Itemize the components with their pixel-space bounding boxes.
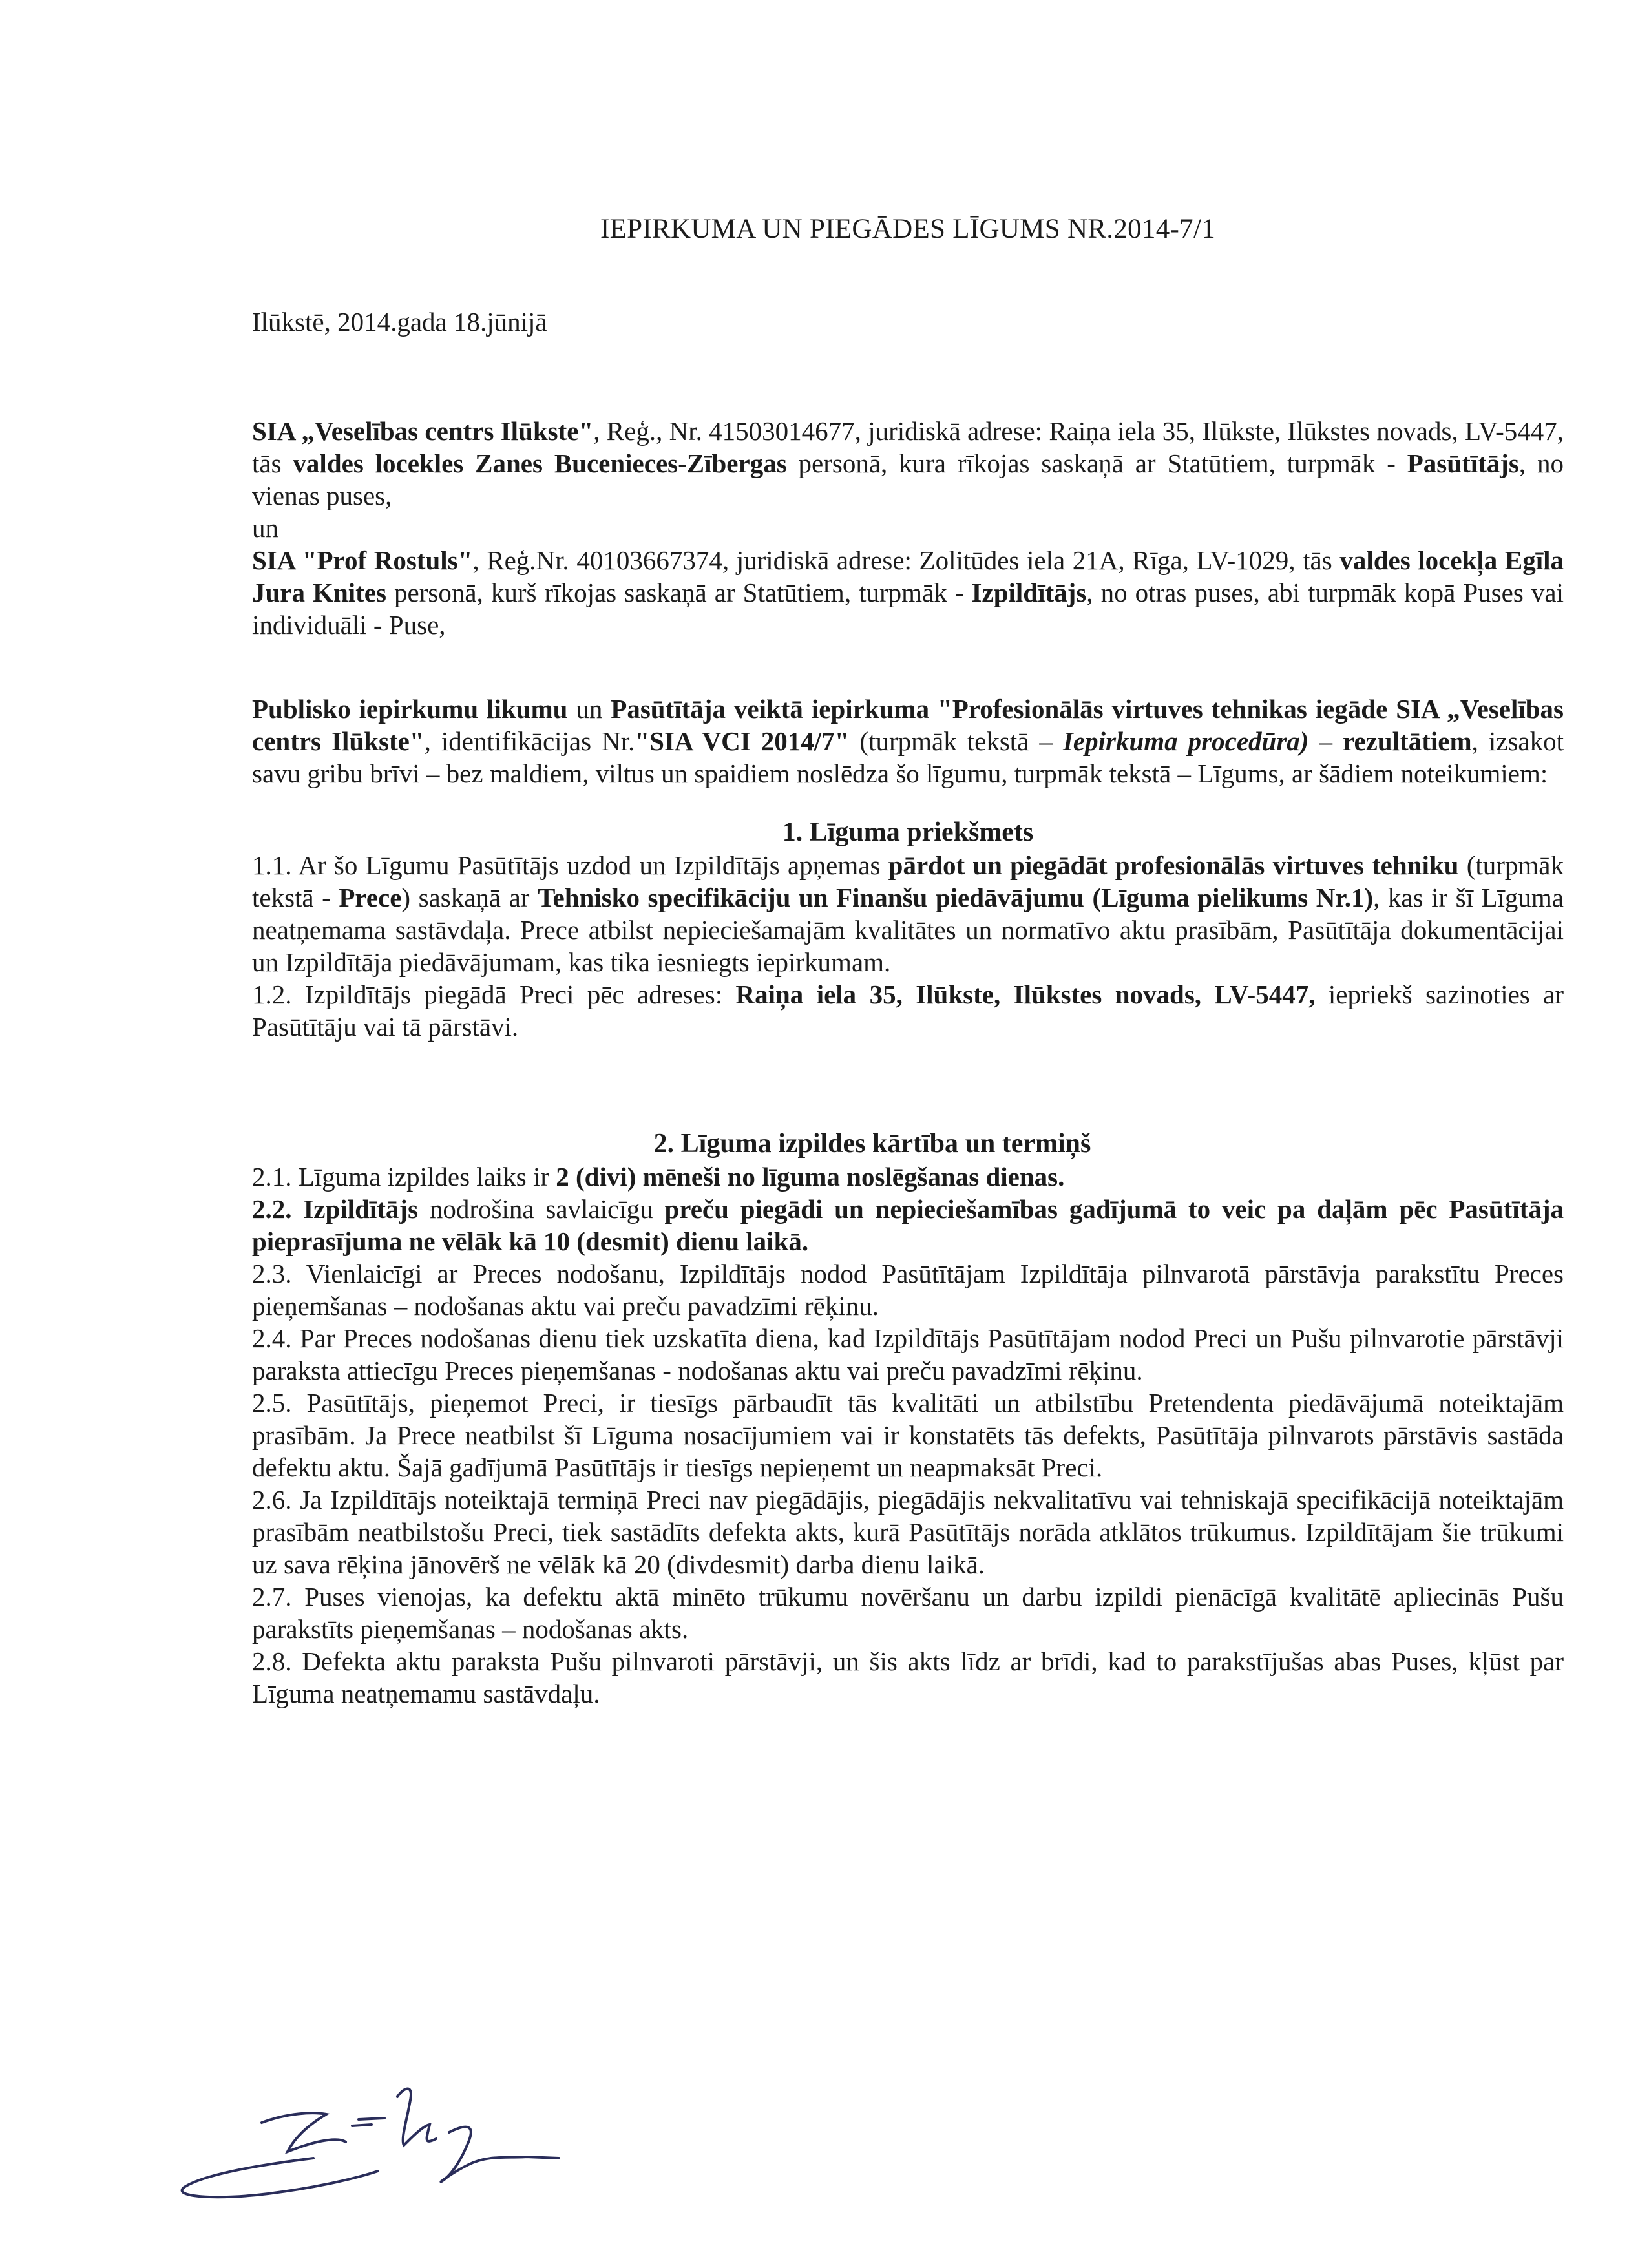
party-2-name: SIA "Prof Rostuls"	[252, 545, 473, 575]
clause-2-3: 2.3. Vienlaicīgi ar Preces nodošanu, Izpildītājs nodod Pasūtītājam Izpildītāja pilnvarotā pārstāvja parakstītu Preces pieņemšanas – nodošanas aktu vai preču pavadzīmi rēķinu.	[252, 1259, 1564, 1321]
clause-1-2: 1.2. Izpildītājs piegādā Preci pēc adreses: Raiņa iela 35, Ilūkste, Ilūkstes novads, LV-5447, iepriekš sazinoties ar Pasūtītāju vai tā pārstāvi.	[252, 980, 1564, 1042]
contract-page	[252, 213, 1564, 1710]
party-2: SIA "Prof Rostuls", Reģ.Nr. 40103667374, juridiskā adrese: Zolitūdes iela 21A, Rīga, LV-1029, tās valdes locekļa Egīla Jura Knites personā, kurš rīkojas saskaņā ar Statūtiem, turpmāk - Izpildītājs, no otras puses, abi turpmāk kopā Puses vai individuāli - Puse,	[252, 545, 1564, 640]
place-date: Ilūkstē, 2014.gada 18.jūnijā	[252, 307, 547, 337]
clause-2-5: 2.5. Pasūtītājs, pieņemot Preci, ir tiesīgs pārbaudīt tās kvalitāti un atbilstību Pretendenta piedāvājumā noteiktajām prasībām. Ja Prece neatbilst šī Līguma nosacījumiem vai ir konstatēts tās defekts, Pasūtītāja pilnvarots pārstāvis sastāda defektu aktu. Šajā gadījumā Pasūtītājs ir tiesīgs nepieņemt un neapmaksāt Preci.	[252, 1388, 1564, 1482]
clause-2-6: 2.6. Ja Izpildītājs noteiktajā termiņā Preci nav piegādājis, piegādājis nekvalitatīvu vai tehniskajā specifikācijā noteiktajām prasībām neatbilstošu Preci, tiek sastādīts defekta akts, kurā Pasūtītājs norāda atklātos trūkumus. Izpildītājam šie trūkumi uz sava rēķina jānovērš ne vēlāk kā 20 (divdesmit) darba dienu laikā.	[252, 1485, 1564, 1579]
document-title: IEPIRKUMA UN PIEGĀDES LĪGUMS NR.2014-7/1	[600, 214, 1216, 244]
clause-2-8: 2.8. Defekta aktu paraksta Pušu pilnvaroti pārstāvji, un šis akts līdz ar brīdi, kad to parakstījušas abas Puses, kļūst par Līguma neatņemamu sastāvdaļu.	[252, 1646, 1564, 1708]
clause-1-1: 1.1. Ar šo Līgumu Pasūtītājs uzdod un Izpildītājs apņemas pārdot un piegādāt profesionālās virtuves tehniku (turpmāk tekstā - Prece) saskaņā ar Tehnisko specifikāciju un Finanšu piedāvājumu (Līguma pielikums Nr.1), kas ir šī Līguma neatņemama sastāvdaļa. Prece atbilst nepieciešamajām kvalitātes un normatīvo aktu prasībām, Pasūtītāja dokumentācijai un Izpildītāja piedāvājumam, kas tika iesniegts iepirkumam.	[252, 850, 1564, 977]
clause-2-2: 2.2. Izpildītājs nodrošina savlaicīgu preču piegādi un nepieciešamības gadījumā to veic pa daļām pēc Pasūtītāja pieprasījuma ne vēlāk kā 10 (desmit) dienu laikā.	[252, 1194, 1564, 1256]
section-2-heading: 2. Līguma izpildes kārtība un termiņš	[653, 1129, 1091, 1159]
preamble: Publisko iepirkumu likumu un Pasūtītāja veiktā iepirkuma "Profesionālās virtuves tehnikas iegāde SIA „Veselības centrs Ilūkste", identifikācijas Nr."SIA VCI 2014/7" (turpmāk tekstā – Iepirkuma procedūra) – rezultātiem, izsakot savu gribu brīvi – bez maldiem, viltus un spaidiem noslēdza šo līgumu, turpmāk tekstā – Līgums, ar šādiem noteikumiem:	[252, 694, 1564, 788]
clause-2-1: 2.1. Līguma izpildes laiks ir 2 (divi) mēneši no līguma noslēgšanas dienas.	[252, 1162, 1065, 1192]
section-1-heading: 1. Līguma priekšmets	[782, 817, 1034, 847]
clause-2-7: 2.7. Puses vienojas, ka defektu aktā minēto trūkumu novēršanu un darbu izpildi pienācīgā kvalitātē apliecinās Pušu parakstīts pieņemšanas – nodošanas akts.	[252, 1582, 1564, 1644]
handwritten-signature	[165, 2061, 578, 2210]
party-1: SIA „Veselības centrs Ilūkste", Reģ., Nr. 41503014677, juridiskā adrese: Raiņa iela 35, Ilūkste, Ilūkstes novads, LV-5447, tās valdes locekles Zanes Bucenieces-Zībergas personā, kura rīkojas saskaņā ar Statūtiem, turpmāk - Pasūtītājs, no vienas puses,	[252, 416, 1564, 510]
party-1-name: SIA „Veselības centrs Ilūkste"	[252, 416, 594, 446]
and-word: un	[252, 513, 278, 543]
clause-2-4: 2.4. Par Preces nodošanas dienu tiek uzskatīta diena, kad Izpildītājs Pasūtītājam nodod Preci un Pušu pilnvarotie pārstāvji paraksta attiecīgu Preces pieņemšanas - nodošanas aktu vai preču pavadzīmi rēķinu.	[252, 1323, 1564, 1385]
